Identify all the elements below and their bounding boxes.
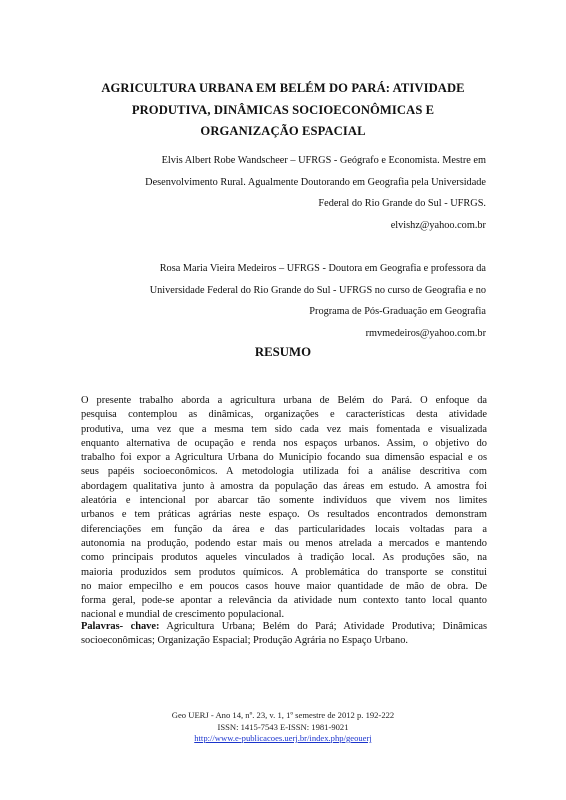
- abstract-line: autonomia na produção, podendo estar mais ou menos atrelada a mercados e mantendo: [81, 537, 487, 549]
- page-footer: [0, 710, 566, 745]
- author-line: Programa de Pós-Graduação em Geografia: [309, 306, 486, 317]
- abstract-line: como principais produtos aqueles vinculados à tradição local. As produções são, na: [81, 552, 487, 564]
- keywords-line: [81, 620, 487, 634]
- title-line: ORGANIZAÇÃO ESPACIAL: [200, 124, 366, 138]
- abstract-line: urbanos e tem práticas agrárias neste espaço. Os resultados encontrados demonstram: [81, 509, 487, 521]
- author-line: Universidade Federal do Rio Grande do Sul - UFRGS no curso de Geografia e no: [149, 284, 486, 296]
- author-block-1: [66, 150, 486, 236]
- abstract-line: forma geral, pode-se apontar a relevância da atividade num contexto tanto local quanto: [81, 595, 487, 607]
- author-email: elvishz@yahoo.com.br: [390, 219, 486, 231]
- abstract-line: maioria produzidos sem produtos químicos. A problemática do transporte se constitui: [81, 566, 487, 578]
- abstract-line: no maior empecilho e em poucos casos houve maior quantidade de mão de obra. De: [81, 580, 487, 592]
- author-line: Rosa Maria Vieira Medeiros – UFRGS - Doutora em Geografia e professora da: [159, 263, 486, 274]
- abstract-line: enquanto alternativa de ocupação e renda nos espaços urbanos. Assim, o objetivo do: [81, 437, 487, 449]
- abstract-line: pesquisa contemplou as dinâmicas, organizações e características desta atividade: [81, 409, 487, 421]
- author-line: Elvis Albert Robe Wandscheer – UFRGS - Geógrafo e Economista. Mestre em: [161, 155, 486, 166]
- journal-citation: Geo UERJ - Ano 14, nº. 23, v. 1, 1º semestre de 2012 p. 192-222: [171, 710, 395, 720]
- keywords-block: [81, 620, 487, 649]
- journal-issn: ISSN: 1415-7543 E-ISSN: 1981-9021: [217, 721, 349, 732]
- journal-link[interactable]: http://www.e-publicacoes.uerj.br/index.php/geouerj: [194, 733, 372, 743]
- abstract-line: diferenciações em função da área e das particularidades locais voltadas para a: [81, 523, 487, 535]
- keywords-label: Palavras- chave:: [81, 621, 160, 632]
- abstract-line: trabalho foi expor a Agricultura Urbana do Município focando sua dimensão espacial e os: [81, 452, 487, 464]
- title-line: AGRICULTURA URBANA EM BELÉM DO PARÁ: ATIVIDADE: [101, 81, 465, 95]
- title-line: PRODUTIVA, DINÂMICAS SOCIOECONÔMICAS E: [131, 102, 435, 117]
- abstract-line: O presente trabalho aborda a agricultura urbana de Belém do Pará. O enfoque da: [81, 395, 487, 406]
- author-line: Federal do Rio Grande do Sul - UFRGS.: [318, 198, 486, 209]
- abstract-body: [81, 394, 487, 623]
- author-block-2: [66, 258, 486, 344]
- author-line: Desenvolvimento Rural. Agualmente Doutorando em Geografia pela Universidade: [145, 176, 486, 188]
- author-email: rmvmedeiros@yahoo.com.br: [365, 327, 486, 339]
- abstract-line: abordagem qualitativa junto à amostra da população das áreas em estudo. A amostra foi: [81, 480, 487, 492]
- article-title: [70, 78, 496, 143]
- keywords-line: socioeconômicas; Organização Espacial; Produção Agrária no Espaço Urbano.: [81, 635, 408, 647]
- abstract-heading: RESUMO: [254, 345, 312, 359]
- abstract-line: nacional e mundial de crescimento populacional.: [81, 609, 285, 621]
- abstract-line: produtiva, uma vez que a mesma tem sido cada vez mais fomentada e visualizada: [81, 423, 487, 435]
- abstract-line: seus papéis socioeconômicos. A metodologia utilizada foi a análise descritiva com: [81, 466, 487, 478]
- abstract-line: aleatória e intencional por abarcar tão somente indivíduos que vivem nos limites: [81, 495, 487, 507]
- keywords-list: Agricultura Urbana; Belém do Pará; Atividade Produtiva; Dinâmicas: [166, 621, 487, 632]
